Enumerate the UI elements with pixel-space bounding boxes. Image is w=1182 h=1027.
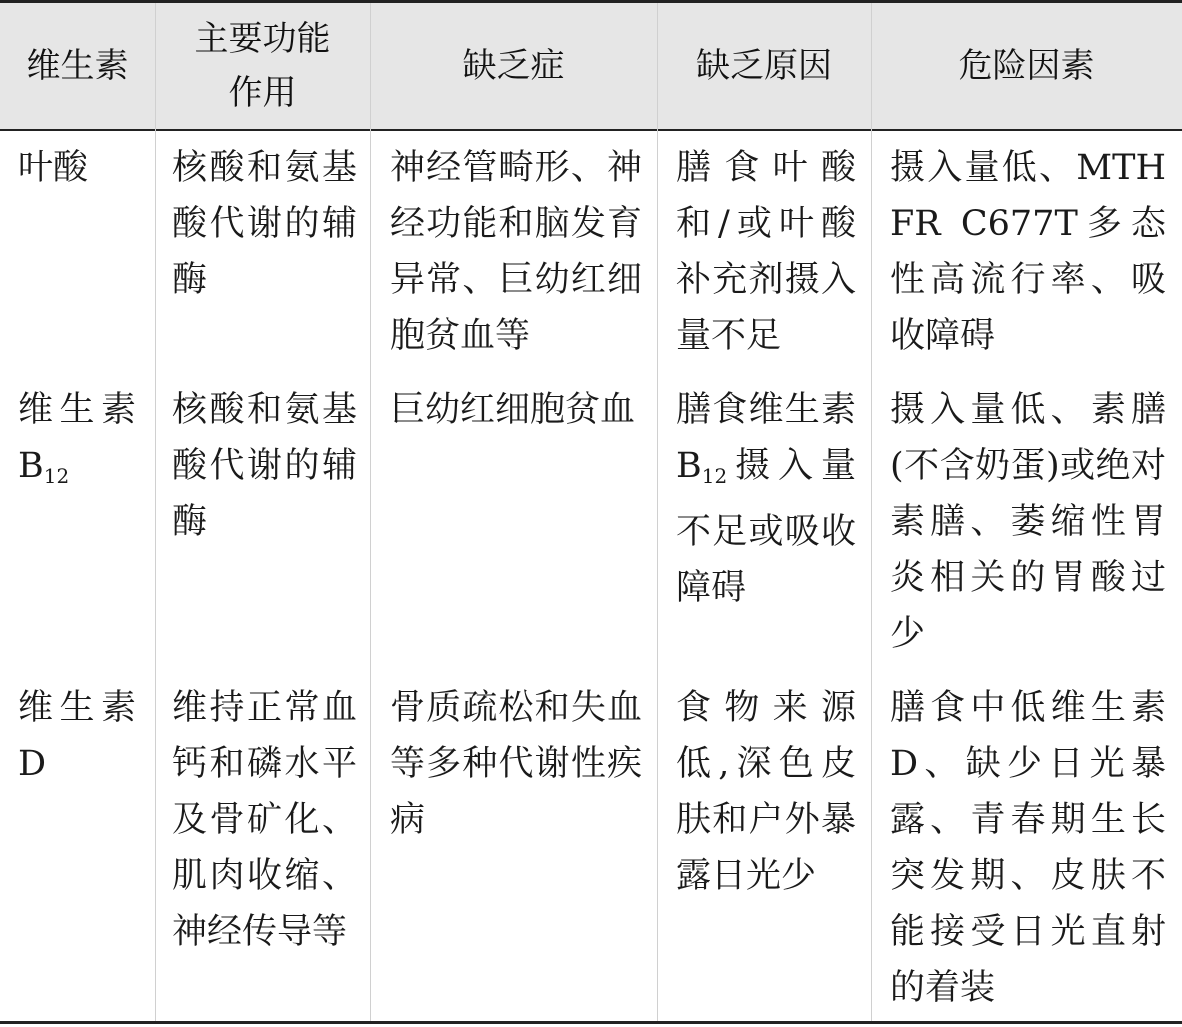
header-vitamin: 维生素 [26, 46, 129, 86]
table-row-1-vitamin: 叶酸 [18, 148, 89, 188]
table-row-2-deficiency: 巨幼红细胞贫血 [390, 390, 636, 430]
table-row-3-cause: 食物来源低,深色皮肤和户外暴露日光少 [676, 688, 856, 896]
table-row-1-risk: 摄入量低、MTHFR C677T多态性高流行率、吸收障碍 [890, 148, 1166, 356]
table-row-3-function: 维持正常血钙和磷水平及骨矿化、肌肉收缩、神经传导等 [172, 688, 357, 952]
header-deficiency: 缺乏症 [462, 46, 565, 86]
table-row-3-risk: 膳食中低维生素D、缺少日光暴露、青春期生长突发期、皮肤不能接受日光直射的着装 [890, 688, 1166, 1008]
column-divider [155, 3, 156, 1021]
table-row-1-cause: 膳食叶酸和/或叶酸补充剂摄入量不足 [676, 148, 856, 356]
header-function: 主要功能作用 [194, 19, 331, 113]
table-row-1-deficiency: 神经管畸形、神经功能和脑发育异常、巨幼红细胞贫血等 [390, 148, 642, 356]
table-row-3-vitamin: 维生素D [18, 688, 136, 784]
table-row-2-cause: 膳食维生素$B_{12}$摄入量不足或吸收障碍 [676, 390, 856, 608]
header-risk: 危险因素 [958, 46, 1095, 86]
table-row-2-risk: 摄入量低、素膳(不含奶蛋)或绝对素膳、萎缩性胃炎相关的胃酸过少 [890, 390, 1166, 654]
table-bottom-rule [0, 1021, 1182, 1024]
table-header-rule [0, 129, 1182, 131]
table-row-1-function: 核酸和氨基酸代谢的辅酶 [172, 148, 357, 300]
column-divider [370, 3, 371, 1021]
table-row-2-vitamin: 维生素$B_{12}$ [18, 390, 136, 488]
table-row-3-deficiency: 骨质疏松和失血等多种代谢性疾病 [390, 688, 642, 840]
table-row-2-function: 核酸和氨基酸代谢的辅酶 [172, 390, 357, 542]
header-cause: 缺乏原因 [696, 46, 832, 86]
column-divider [871, 3, 872, 1021]
column-divider [657, 3, 658, 1021]
